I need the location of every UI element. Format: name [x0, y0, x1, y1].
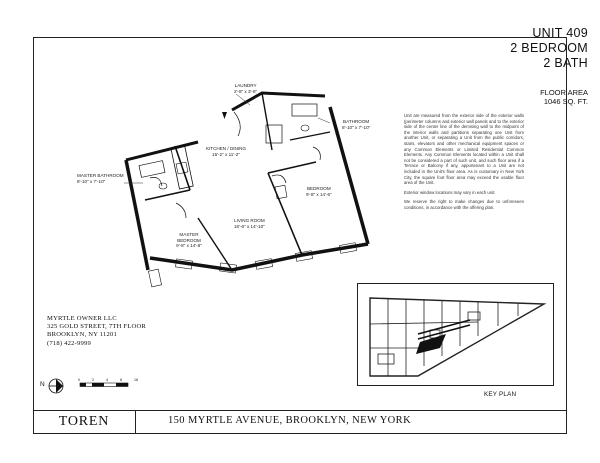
scale-label: 16 — [134, 378, 138, 382]
owner-name: MYRTLE OWNER LLC — [47, 315, 117, 322]
entry-door-swing — [234, 112, 240, 136]
room-label-master-bedroom: MASTER BEDROOM 9'-8" x 14'-8" — [176, 232, 202, 249]
scale-label: 8 — [120, 378, 122, 382]
scale-labels — [78, 378, 138, 382]
bathroom-leader — [318, 118, 330, 123]
compass-label: N — [40, 381, 45, 388]
unit-number: UNIT 409 — [532, 26, 588, 40]
key-plan-drawing — [358, 284, 555, 387]
scale-label: 4 — [106, 378, 108, 382]
note-windows: Exterior window locations may vary in each unit. — [404, 189, 496, 195]
partition-kitchen-left — [175, 146, 190, 190]
owner-street: 325 GOLD STREET, 7TH FLOOR — [47, 323, 147, 331]
unit-baths: 2 BATH — [543, 56, 588, 70]
notes-block — [404, 113, 524, 215]
scale-label: 0 — [78, 378, 80, 382]
bath-tub — [292, 104, 317, 116]
entry-marker — [222, 112, 227, 119]
owner-phone: (718) 422-9999 — [47, 339, 92, 347]
bedroom-door-swing — [272, 175, 286, 183]
bedroom-closet — [275, 185, 287, 199]
floor-area-label: FLOOR AREA — [540, 88, 588, 97]
master-door-swing — [176, 203, 186, 218]
building-address: 150 MYRTLE AVENUE, BROOKLYN, NEW YORK — [168, 415, 412, 426]
partition-living-left — [198, 218, 232, 270]
partition-laundry — [262, 93, 272, 150]
key-plan-unit-highlight — [416, 334, 446, 354]
room-label-living: LIVING ROOM 16'-6" x 14'-10" — [234, 218, 265, 229]
unit-info — [510, 26, 588, 71]
bath-door-swing — [313, 147, 320, 160]
note-changes: We reserve the right to make changes due to unforeseen conditions, in accordance with the offering plan. — [404, 199, 524, 210]
window-6 — [148, 269, 161, 287]
north-arrow — [49, 379, 63, 393]
unit-bedrooms: 2 BEDROOM — [510, 41, 588, 55]
floor-area — [540, 88, 588, 106]
floor-area-value: 1046 SQ. FT. — [543, 97, 588, 106]
scale-bar — [80, 383, 128, 387]
note-measurement: Unit are measured from the exterior side of the exterior walls (perimeter columns and exterior wall panels and to the exterior side of the center line of the demising wall to the midpoint of the interior walls and partitions separating one Unit from another Unit, or separating a Unit from the public corridors, stairs, elevators and other mechanical equipment spaces or any Common Elements or Limited Residential Common Elements. Any Common Elements located within a Unit shall not be considered a part of such unit, and such floor area if a Terrace or Balcony if any, appurtenant to a Unit are not included in the Unit's floor area. As is customary in New York City, the square foot floor area may exceed the usable floor area of the Unit. — [404, 113, 524, 186]
master-bath-toilet — [159, 183, 167, 189]
partition-bath-bottom — [290, 132, 330, 140]
key-plan-label: KEY PLAN — [484, 391, 517, 398]
master-bath-door-swing — [150, 177, 162, 186]
bath-toilet — [301, 125, 309, 131]
room-label-kitchen: KITCHEN / DINING 15'-2" x 11'-2" — [205, 146, 247, 157]
owner-city: BROOKLYN, NY 11201 — [47, 331, 118, 339]
room-label-master-bath: MASTER BATHROOM 8'-10" x 7'-10" — [77, 173, 124, 184]
owner-block — [47, 315, 146, 348]
room-label-laundry: LAUNDRY 2'-8" x 3'-8" — [234, 83, 258, 94]
scale-label: 2 — [92, 378, 94, 382]
room-label-bedroom: BEDROOM 9'-8" x 14'-6" — [306, 186, 332, 197]
room-label-bathroom: BATHROOM 8'-10" x 7'-10" — [342, 119, 371, 130]
master-bath-tub — [139, 161, 165, 178]
brand-box — [33, 410, 136, 434]
partition-bath-bedroom — [145, 190, 190, 200]
key-plan — [357, 283, 554, 386]
partition-bedroom-top — [268, 162, 316, 173]
brand-name: TOREN — [58, 414, 110, 429]
